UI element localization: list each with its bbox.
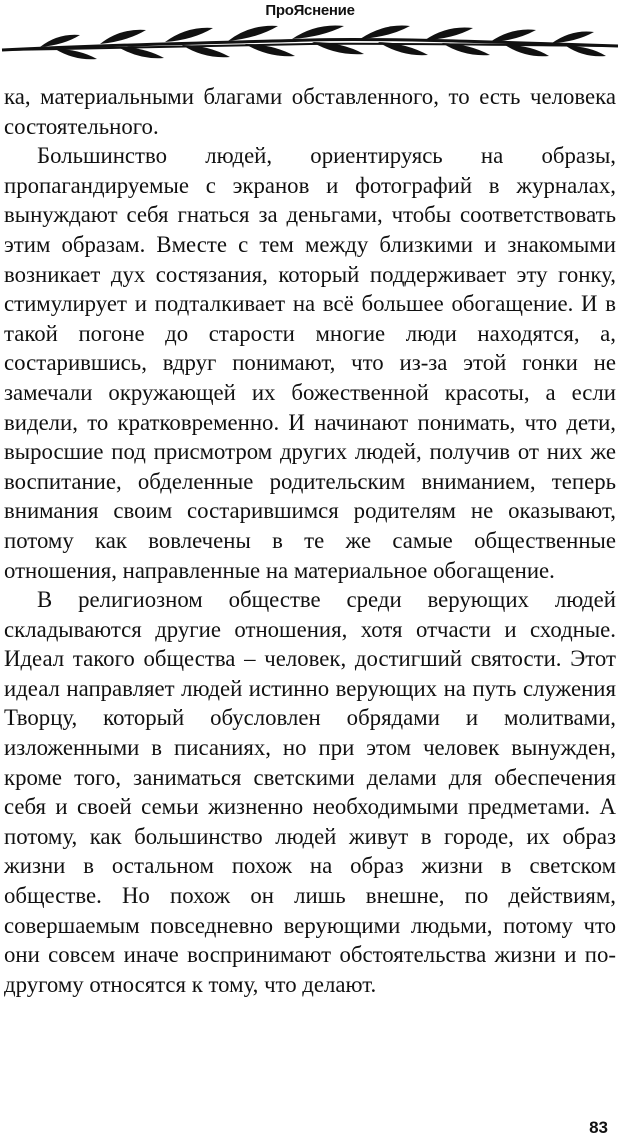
paragraph-continued: ка, материальными благами обставленного, то есть человека состоятельного.: [4, 84, 616, 139]
body-text: [4, 82, 616, 999]
running-title: ПроЯснение: [265, 2, 355, 19]
paragraph: В религиозном обществе среди верующих людей складываются другие отношения, хотя отчасти и сходные. Идеал такого общества – человек, достигший святости. Этот идеал направляет людей истинно верующих на путь служения Творцу, который обусловлен обрядами и молитвами, изложенными в писаниях, но при этом человек вынужден, кроме того, заниматься светскими делами для обеспечения себя и своей семьи жизненно необходимыми предметами. А потому, как большинство людей живут в городе, их образ жизни в остальном похож на образ жизни в светском обществе. Но похож он лишь внешне, по действиям, совершаемым повседневно верующими людьми, потому что они совсем иначе воспринимают обстоятельства жизни и по-другому относятся к тому, что делают.: [4, 587, 616, 997]
paragraph: Большинство людей, ориентируясь на образы, пропагандируемые с экранов и фотографий в журналах, вынуждают себя гнаться за деньгами, чтобы соответствовать этим образам. Вместе с тем между близкими и знакомыми возникает дух состязания, который поддерживает эту гонку, стимулирует и подталкивает на всё большее обогащение. И в такой погоне до старости многие люди находятся, а, состарившись, вдруг понимают, что из-за этой гонки не замечали окружающей их божественной красоты, а если видели, то кратковременно. И начинают понимать, что дети, выросшие под присмотром других людей, получив от них же воспитание, обделенные родительским вниманием, теперь внимания своим состарившимся родителям не оказывают, потому как вовлечены в те же самые общественные отношения, направленные на материальное обогащение.: [4, 143, 616, 583]
page-number: 83: [589, 1118, 608, 1137]
branch-ornament-divider: [0, 22, 620, 72]
